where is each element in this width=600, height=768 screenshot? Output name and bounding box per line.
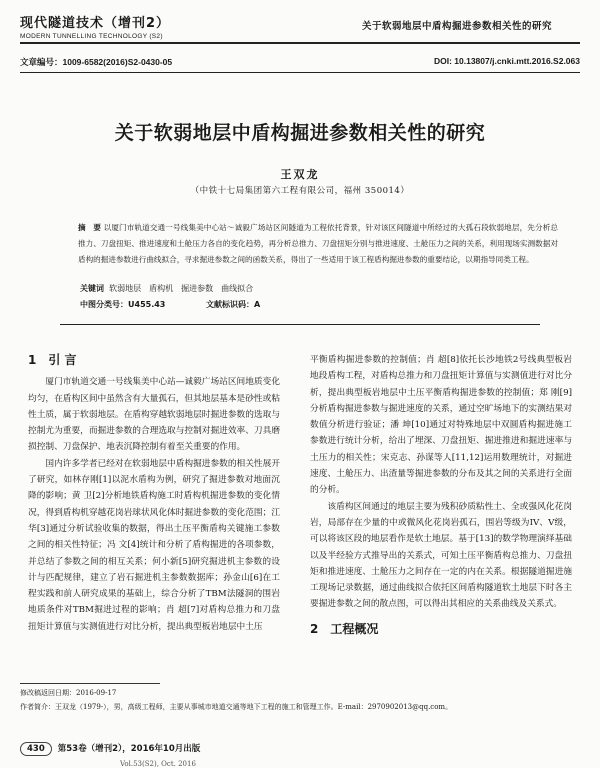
doc-code-label: 文献标识码： <box>206 300 254 309</box>
footer-cut-text: Vol.53(S2), Oct. 2016 <box>120 760 196 768</box>
section-2-title: 工程概况 <box>330 621 379 636</box>
section-1-heading <box>28 352 280 368</box>
section-1-number: 1 <box>28 353 37 367</box>
paragraph: 厦门市轨道交通一号线集美中心站—诚毅广场站区间地质变化均匀，在盾构区间中虽然含有大量孤石，但其地层基本是砂性或粘性土质，属于软弱地层。在盾构穿越软弱地层时掘进参数的选取与控制尤为重要，而掘进参数的合理选取与控制对掘进效率、刀具磨损控制、刀盘保护、地表沉降控制有着至关重要的作用。 <box>28 377 280 453</box>
document-code <box>206 299 260 310</box>
section-2-number: 2 <box>310 621 319 636</box>
paragraph: 该盾构区间通过的地层主要为残积砂质粘性土、全或强风化花岗岩，局部存在少量的中或微风化花岗岩孤石，围岩等级为IV、V级，可以将该区段的地层看作是软土地层。基于[13]的数学物理演绎基础以及半经验方式推导出的关系式，可知土压平衡盾构总推力、刀盘扭矩和推进速度、土舱压力之间存在一定的内在关系。根据隧道掘进施工现场记录数据，通过曲线拟合依托区间盾构隧道软土地层下时各主要掘进参数之间的散点图，可以得出其相应的关系曲线及关系式。 <box>310 501 572 610</box>
issue-info: 第53卷（增刊2），2016年10月出版 <box>57 744 201 754</box>
left-column <box>28 352 280 635</box>
paragraph: 国内许多学者已经对在软弱地层中盾构掘进参数的相关性展开了研究，如林存刚[1]以泥水盾构为例，研究了掘进参数对地面沉降的影响；黄 卫[2]分析地铁盾构施工时盾构机掘进参数的变化情况，得到盾构机穿越花岗岩球状风化体时掘进参数的变化范围；江 华[3]通过分析试验收集的数据，得出土压平衡盾构关键施工参数之间的相关性特征；冯 文[4]统计和分析了盾构掘进的各项参数，并总结了参数之间的相互关系；何小新[5]研究掘进机主参数的设计与匹配规律，建立了岩石掘进机主参数数据库；孙金山[6]在工程实践和前人研究成果的基础上，综合分析了TBM法隧洞的围岩地质条件对TBM掘进过程的影响；肖 超[7]对盾构总推力和刀盘扭矩计算值与实测值进行对比分析，提出典型板岩地层中土压 <box>28 458 280 632</box>
author-bio: 作者简介：王双龙（1979-），男，高级工程师，主要从事城市地道交通等地下工程的施工和管理工作。E-mail：2970902013@qq.com。 <box>20 703 453 711</box>
section-1-title: 引 言 <box>48 353 77 367</box>
clc-value: U455.43 <box>128 300 166 309</box>
abstract-label: 摘 要 <box>78 223 102 232</box>
journal-header <box>20 12 170 40</box>
received-date: 修改稿返回日期：2016-09-17 <box>20 689 117 697</box>
doc-code-value: A <box>254 300 261 309</box>
doi[interactable]: DOI: 10.13807/j.cnki.mtt.2016.S2.063 <box>433 56 580 66</box>
meta-rule <box>20 72 580 73</box>
right-column <box>310 352 572 637</box>
clc-label: 中图分类号： <box>80 300 128 309</box>
footnote-rule <box>20 683 160 684</box>
author: 王双龙 <box>280 168 320 181</box>
keywords <box>80 283 253 294</box>
abstract-text: 以厦门市轨道交通一号线集美中心站～诚毅广场站区间隧道为工程依托背景，针对该区间隧道中所经过的大孤石段软弱地层，先分析总推力、刀盘扭矩、推进速度和土舱压力各自的变化趋势，再分析总推力、刀盘扭矩分别与推进速度、土舱压力之间的关系，利用现场实测数据对盾构的掘进参数进行曲线拟合，寻求掘进参数之间的函数关系，得出了一些适用于该工程盾构掘进参数的重要结论，以期指导同类工程。 <box>78 223 558 264</box>
keywords-label: 关键词 <box>80 284 104 293</box>
section-2-heading <box>310 621 572 637</box>
running-title: 关于软弱地层中盾构掘进参数相关性的研究 <box>361 21 552 32</box>
page-footer <box>20 742 200 756</box>
journal-name-en: MODERN TUNNELLING TECHNOLOGY (S2) <box>20 33 163 40</box>
abstract <box>78 220 558 268</box>
header-rule <box>20 42 580 44</box>
classification <box>80 299 165 310</box>
keywords-text: 软弱地层 盾构机 掘进参数 曲线拟合 <box>109 284 254 293</box>
paper-title: 关于软弱地层中盾构掘进参数相关性的研究 <box>114 122 486 144</box>
article-number: 文章编号：1009-6582(2016)S2-0430-05 <box>20 57 173 67</box>
journal-name-cn: 现代隧道技术（增刊2） <box>20 16 171 31</box>
abstract-rule <box>60 324 540 325</box>
page-number: 430 <box>20 742 52 756</box>
affiliation: （中铁十七局集团第六工程有限公司，福州 350014） <box>190 186 410 196</box>
paragraph: 平衡盾构掘进参数的控制值；肖 超[8]依托长沙地铁2号线典型板岩地段盾构工程，对盾构总推力和刀盘扭矩计算值与实测值进行对比分析，提出典型板岩地层中土压平衡盾构掘进参数的控制值；郑 刚[9]分析盾构掘进参数与掘进速度的关系，通过空旷场地下的实测结果对数值分析进行验证；潘 坤[10]通过对特殊地层中双圆盾构掘进施工参数进行统计分析，给出了埋深、刀盘扭矩、掘进推进和掘进速率与土压力的相关性；宋克志、孙谋等人[11,12]运用数理统计，对掘进速度、土舱压力、出渣量等掘进参数的分布及其之间的关系进行全面的分析。 <box>310 355 572 496</box>
